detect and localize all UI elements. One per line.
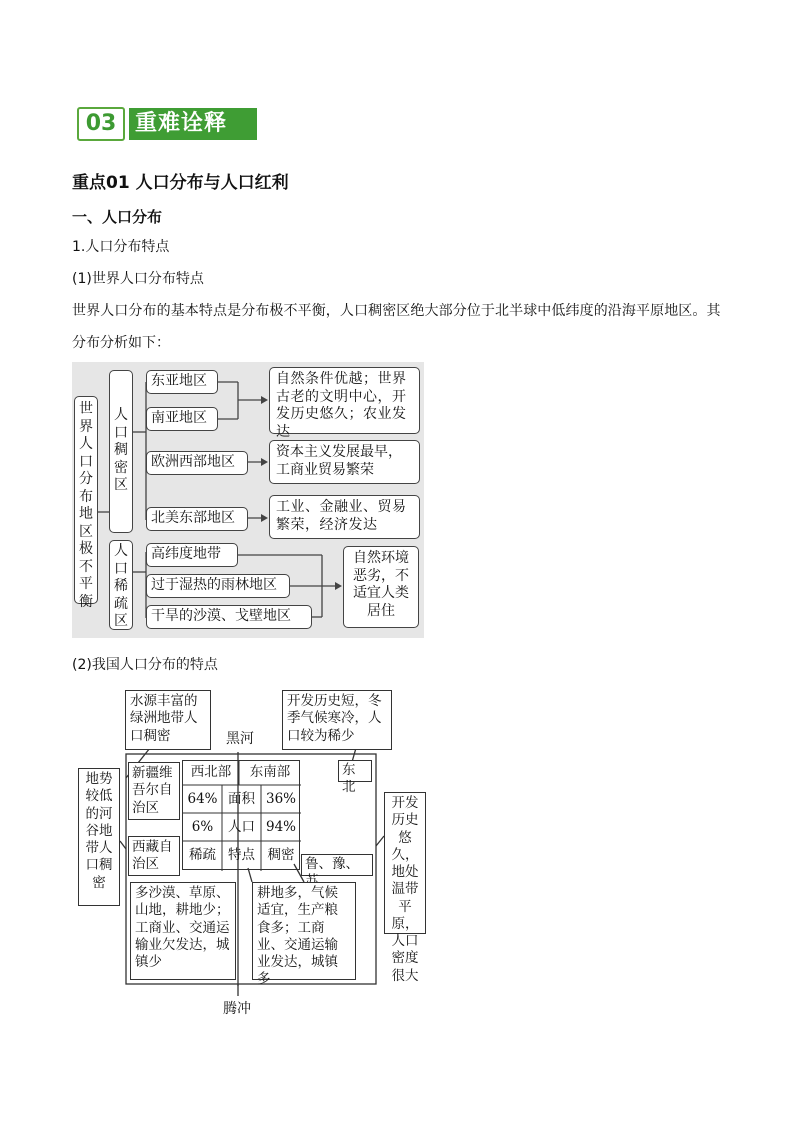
sparse-area-box: 人口稀疏区 (109, 540, 133, 630)
xinjiang-box: 新疆维吾尔自治区 (128, 762, 180, 820)
region-western-europe: 欧洲西部地区 (146, 451, 248, 475)
plain-callout: 开发历史悠久，地处温带平原，人口密度很大 (384, 792, 426, 934)
southeast-reason: 耕地多，气候适宜，生产粮食多；工商业、交通运输业发达，城镇多 (252, 882, 356, 980)
subheading: 1.人口分布特点 (72, 239, 170, 255)
section-number: 03 (77, 107, 125, 141)
dense-reason-1: 自然条件优越；世界古老的文明中心，开发历史悠久；农业发达 (269, 367, 420, 434)
section-heading: 一、人口分布 (72, 208, 163, 226)
region-rainforest: 过于湿热的雨林地区 (146, 574, 290, 598)
northwest-reason: 多沙漠、草原、山地，耕地少；工商业、交通运输业欠发达，城镇少 (130, 882, 236, 980)
subheading: (2)我国人口分布的特点 (72, 657, 218, 673)
xizang-box: 西藏自治区 (128, 836, 180, 876)
region-east-asia: 东亚地区 (146, 370, 218, 394)
subheading: (1)世界人口分布特点 (72, 271, 204, 287)
root-box: 世界人口分布地区极不平衡 (74, 396, 98, 604)
sparse-reason: 自然环境恶劣，不适宜人类居住 (343, 546, 419, 628)
region-south-asia: 南亚地区 (146, 407, 218, 431)
northeast-callout: 开发历史短，冬季气候寒冷，人口较为稀少 (282, 690, 392, 750)
river-valley-callout: 地势较低的河谷地带人口稠密 (78, 768, 120, 906)
china-population-diagram (78, 686, 428, 1016)
table-header-southeast: 东南部 (249, 764, 291, 780)
table-cell: 36% (265, 791, 296, 807)
region-eastern-north-america: 北美东部地区 (146, 507, 248, 531)
table-cell: 6% (191, 819, 214, 835)
section-title: 重难诠释 (129, 108, 257, 140)
heihe-label: 黑河 (226, 731, 254, 747)
dense-area-box: 人口稠密区 (109, 370, 133, 533)
table-cell: 94% (265, 819, 296, 835)
paragraph-line: 世界人口分布的基本特点是分布极不平衡，人口稠密区绝大部分位于北半球中低纬度的沿海平原地区。其 (72, 303, 721, 319)
page-title: 重点01 人口分布与人口红利 (72, 173, 289, 193)
region-high-latitude: 高纬度地带 (146, 543, 238, 567)
northeast-box: 东北 (338, 760, 372, 782)
tengchong-label: 腾冲 (223, 1001, 251, 1017)
table-header-northwest: 西北部 (190, 764, 232, 780)
table-cell: 人口 (228, 819, 255, 835)
shandong-henan-jiangsu-box: 鲁、豫、 (301, 854, 373, 876)
oasis-callout: 水源丰富的绿洲地带人口稠密 (125, 690, 211, 750)
dense-reason-3: 工业、金融业、贸易繁荣，经济发达 (269, 495, 420, 539)
region-desert: 干旱的沙漠、戈壁地区 (146, 605, 312, 629)
paragraph-line: 分布分析如下： (72, 335, 170, 351)
table-cell: 面积 (228, 791, 255, 807)
section-badge (77, 107, 257, 141)
table-cell: 特点 (228, 847, 255, 863)
table-cell: 稠密 (267, 847, 295, 863)
table-cell: 稀疏 (189, 847, 216, 863)
comparison-table (182, 760, 300, 870)
table-cell: 64% (187, 791, 218, 807)
dense-reason-2: 资本主义发展最早，工商业贸易繁荣 (269, 440, 420, 484)
world-population-diagram (72, 362, 424, 638)
